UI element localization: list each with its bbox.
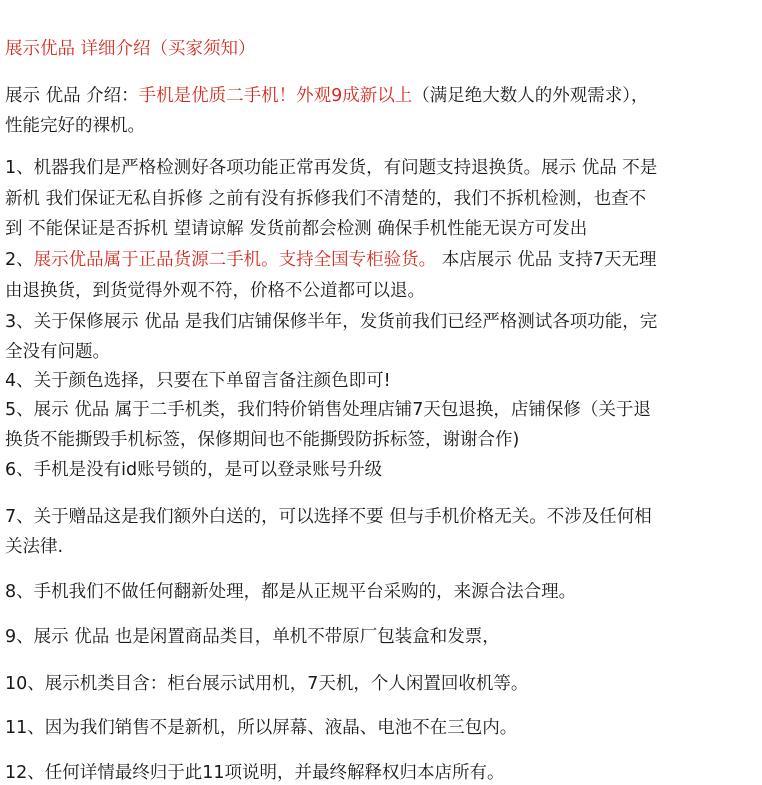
intro-prefix: 展示 优品 介绍： xyxy=(5,86,139,106)
item-6-line-1: 6、手机是没有id账号锁的，是可以登录账号升级 xyxy=(5,460,383,480)
item-7-line-1: 7、关于赠品这是我们额外白送的，可以选择不要 但与手机价格无关。不涉及任何相 xyxy=(5,507,652,527)
item-1-line-3: 到 不能保证是否拆机 望请谅解 发货前都会检测 确保手机性能无误方可发出 xyxy=(5,219,588,239)
item-1-line-1: 1、机器我们是严格检测好各项功能正常再发货，有问题支持退换货。展示 优品 不是 xyxy=(5,158,658,178)
item-5-line-2: 换货不能撕毁手机标签，保修期间也不能撕毁防拆标签，谢谢合作) xyxy=(5,430,520,450)
item-5-line-1: 5、展示 优品 属于二手机类，我们特价销售处理店铺7天包退换，店铺保修（关于退 xyxy=(5,400,651,420)
item-2-highlight: 展示优品属于正品货源二手机。支持全国专柜验货。 xyxy=(33,250,437,270)
document-title: 展示优品 详细介绍（买家须知） xyxy=(5,39,256,59)
item-8-line-1: 8、手机我们不做任何翻新处理，都是从正规平台采购的，来源合法合理。 xyxy=(5,582,577,602)
item-3-line-1: 3、关于保修展示 优品 是我们店铺保修半年，发货前我们已经严格测试各项功能，完 xyxy=(5,312,658,332)
item-3-line-2: 全没有问题。 xyxy=(5,342,110,362)
item-2-line-2: 由退换货，到货觉得外观不符，价格不公道都可以退。 xyxy=(5,281,425,301)
item-2-line-1 xyxy=(5,248,656,272)
item-7-line-2: 关法律. xyxy=(5,537,64,557)
item-2-number: 2、 xyxy=(5,250,34,270)
intro-suffix: （满足绝大数人的外观需求）， xyxy=(412,86,649,106)
item-11-line-1: 11、因为我们销售不是新机，所以屏幕、液晶、电池不在三包内。 xyxy=(5,718,518,738)
item-1-line-2: 新机 我们保证无私自拆修 之前有没有拆修我们不清楚的，我们不拆机检测，也查不 xyxy=(5,189,647,209)
intro-line-2: 性能完好的裸机。 xyxy=(5,116,145,136)
item-4-line-1: 4、关于颜色选择，只要在下单留言备注颜色即可! xyxy=(5,371,391,391)
intro-highlight: 手机是优质二手机！外观9成新以上 xyxy=(138,86,413,106)
item-9-line-1: 9、展示 优品 也是闲置商品类目，单机不带原厂包装盒和发票， xyxy=(5,627,500,647)
item-10-line-1: 10、展示机类目含：柜台展示试用机，7天机，个人闲置回收机等。 xyxy=(5,674,529,694)
intro-line-1 xyxy=(5,84,649,108)
item-2-rest: 本店展示 优品 支持7天无理 xyxy=(436,250,657,270)
item-12-line-1: 12、任何详情最终归于此11项说明，并最终解释权归本店所有。 xyxy=(5,763,505,783)
